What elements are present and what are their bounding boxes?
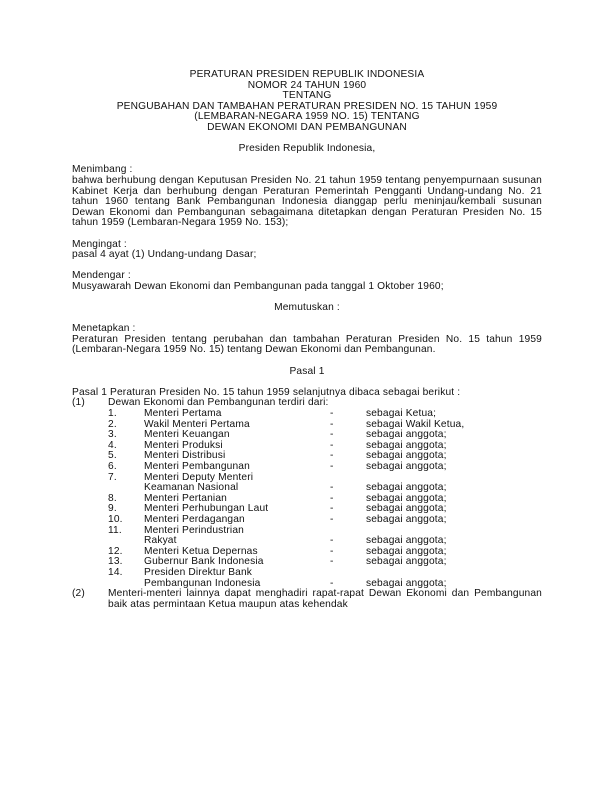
member-dash: - [330, 450, 334, 462]
mendengar-text: Musyawarah Dewan Ekonomi dan Pembangunan pada tanggal 1 Oktober 1960; [72, 280, 444, 292]
member-role: sebagai anggota; [366, 503, 447, 515]
ayat-2 [72, 589, 542, 610]
member-row [72, 430, 542, 441]
member-name: Menteri Keuangan [144, 429, 230, 441]
member-role: sebagai anggota; [366, 492, 447, 504]
member-dash: - [330, 482, 334, 494]
mendengar-label: Mendengar : [72, 270, 131, 282]
member-row [72, 526, 542, 537]
member-dash: - [330, 556, 334, 568]
member-dash: - [330, 513, 334, 525]
member-name-continued: Keamanan Nasional [144, 482, 239, 494]
member-role: sebagai anggota; [366, 439, 447, 451]
header-subject-1: PENGUBAHAN DAN TAMBAHAN PERATURAN PRESIDEN NO. 15 TAHUN 1959 [116, 100, 498, 112]
member-row [72, 473, 542, 484]
member-row-continued [72, 536, 542, 547]
member-name: Presiden Direktur Bank [144, 566, 253, 578]
member-row [72, 568, 542, 579]
member-number: 2. [108, 418, 117, 430]
member-dash: - [330, 408, 334, 419]
member-number: 11. [108, 524, 122, 536]
member-dash: - [330, 429, 334, 441]
member-role: sebagai anggota; [366, 513, 447, 525]
member-role: sebagai anggota; [366, 460, 447, 472]
member-dash: - [330, 492, 334, 504]
issuer: Presiden Republik Indonesia, [238, 143, 376, 155]
header-number: NOMOR 24 TAHUN 1960 [247, 79, 367, 91]
member-row [72, 494, 542, 505]
member-number: 1. [108, 408, 117, 419]
member-dash: - [330, 418, 334, 430]
member-number: 13. [108, 556, 123, 568]
member-row-continued [72, 483, 542, 494]
member-name: Menteri Pertama [144, 408, 222, 419]
header-tentang: TENTANG [282, 90, 332, 102]
member-name: Menteri Pembangunan [144, 460, 250, 472]
member-role: sebagai anggota; [366, 577, 447, 589]
member-role: sebagai anggota; [366, 535, 447, 547]
member-role: sebagai anggota; [366, 545, 447, 557]
menetapkan-section [72, 324, 542, 356]
mendengar-section [72, 271, 542, 292]
member-dash: - [330, 545, 334, 557]
member-role: sebagai anggota; [366, 429, 447, 441]
member-row [72, 504, 542, 515]
ayat-1-label: (1) [72, 397, 85, 409]
member-name: Gubernur Bank Indonesia [144, 556, 264, 568]
mengingat-section [72, 240, 542, 261]
member-dash: - [330, 535, 334, 547]
member-number: 5. [108, 450, 117, 462]
member-role: sebagai Wakil Ketua, [366, 418, 465, 430]
member-name: Menteri Deputy Menteri [144, 471, 254, 483]
member-role: sebagai Ketua; [366, 408, 437, 419]
member-row [72, 420, 542, 431]
member-row [72, 515, 542, 526]
pasal-1-heading: Pasal 1 [289, 365, 325, 377]
menimbang-section [72, 165, 542, 229]
header-title: PERATURAN PRESIDEN REPUBLIK INDONESIA [189, 69, 425, 80]
member-row [72, 462, 542, 473]
member-row [72, 409, 542, 420]
member-name-continued: Rakyat [144, 535, 177, 547]
ayat-1 [72, 398, 542, 409]
member-number: 12. [108, 545, 123, 557]
member-name: Menteri Perdagangan [144, 513, 245, 525]
member-number: 6. [108, 460, 117, 472]
member-row [72, 547, 542, 558]
member-dash: - [330, 577, 334, 589]
member-number: 9. [108, 503, 117, 515]
member-number: 4. [108, 439, 117, 451]
member-name: Wakil Menteri Pertama [144, 418, 250, 430]
member-role: sebagai anggota; [366, 556, 447, 568]
document-header [72, 70, 542, 155]
member-name: Menteri Perhubungan Laut [144, 503, 269, 515]
menimbang-label: Menimbang : [72, 164, 133, 176]
member-number: 3. [108, 429, 117, 441]
document-page [72, 70, 542, 610]
member-name-continued: Pembangunan Indonesia [144, 577, 261, 589]
header-subject-2: (LEMBARAN-NEGARA 1959 NO. 15) TENTANG [194, 111, 420, 123]
member-name: Menteri Pertanian [144, 492, 227, 504]
member-number: 7. [108, 471, 117, 483]
member-row [72, 441, 542, 452]
menimbang-text: bahwa berhubung dengan Keputusan Presiden No. 21 tahun 1959 tentang penyempurnaan susunan Kabinet Kerja dan berhubung dengan Peraturan Pemerintah Pengganti Undang-undang No. 21 tahun 1960 tentang Bank Pembangunan Indonesia dianggap perlu meninjau/kembali susunan Dewan Ekonomi dan Pembangunan sebagaimana ditetapkan dengan Peraturan Presiden No. 15 tahun 1959 (Lembaran-Negara 1959 No. 153); [72, 174, 542, 229]
member-row [72, 557, 542, 568]
pasal-1-intro: Pasal 1 Peraturan Presiden No. 15 tahun 1959 selanjutnya dibaca sebagai berikut : [72, 386, 461, 398]
member-row [72, 451, 542, 462]
ayat-2-label: (2) [72, 588, 85, 600]
member-number: 14. [108, 566, 123, 578]
member-dash: - [330, 439, 334, 451]
menetapkan-text: Peraturan Presiden tentang perubahan dan tambahan Peraturan Presiden No. 15 tahun 1959 (Lembaran-Negara 1959 No. 15) tentang Dewan Ekonomi dan Pembangunan. [72, 333, 542, 356]
ayat-2-text: Menteri-menteri lainnya dapat menghadiri rapat-rapat Dewan Ekonomi dan Pembangunan baik atas permintaan Ketua maupun atas kehendak [108, 588, 542, 610]
menetapkan-label: Menetapkan : [72, 323, 136, 335]
member-number: 10. [108, 513, 123, 525]
member-role: sebagai anggota; [366, 482, 447, 494]
member-name: Menteri Ketua Depernas [144, 545, 258, 557]
mengingat-text: pasal 4 ayat (1) Undang-undang Dasar; [72, 249, 257, 261]
ayat-1-text: Dewan Ekonomi dan Pembangunan terdiri dari: [108, 397, 329, 409]
member-list [72, 409, 542, 589]
memutuskan-heading: Memutuskan : [274, 302, 340, 314]
mengingat-label: Mengingat : [72, 238, 127, 250]
member-name: Menteri Distribusi [144, 450, 226, 462]
member-name: Menteri Perindustrian [144, 524, 244, 536]
member-dash: - [330, 503, 334, 515]
member-name: Menteri Produksi [144, 439, 223, 451]
header-subject-3: DEWAN EKONOMI DAN PEMBANGUNAN [207, 121, 407, 133]
member-dash: - [330, 460, 334, 472]
member-role: sebagai anggota; [366, 450, 447, 462]
member-number: 8. [108, 492, 117, 504]
